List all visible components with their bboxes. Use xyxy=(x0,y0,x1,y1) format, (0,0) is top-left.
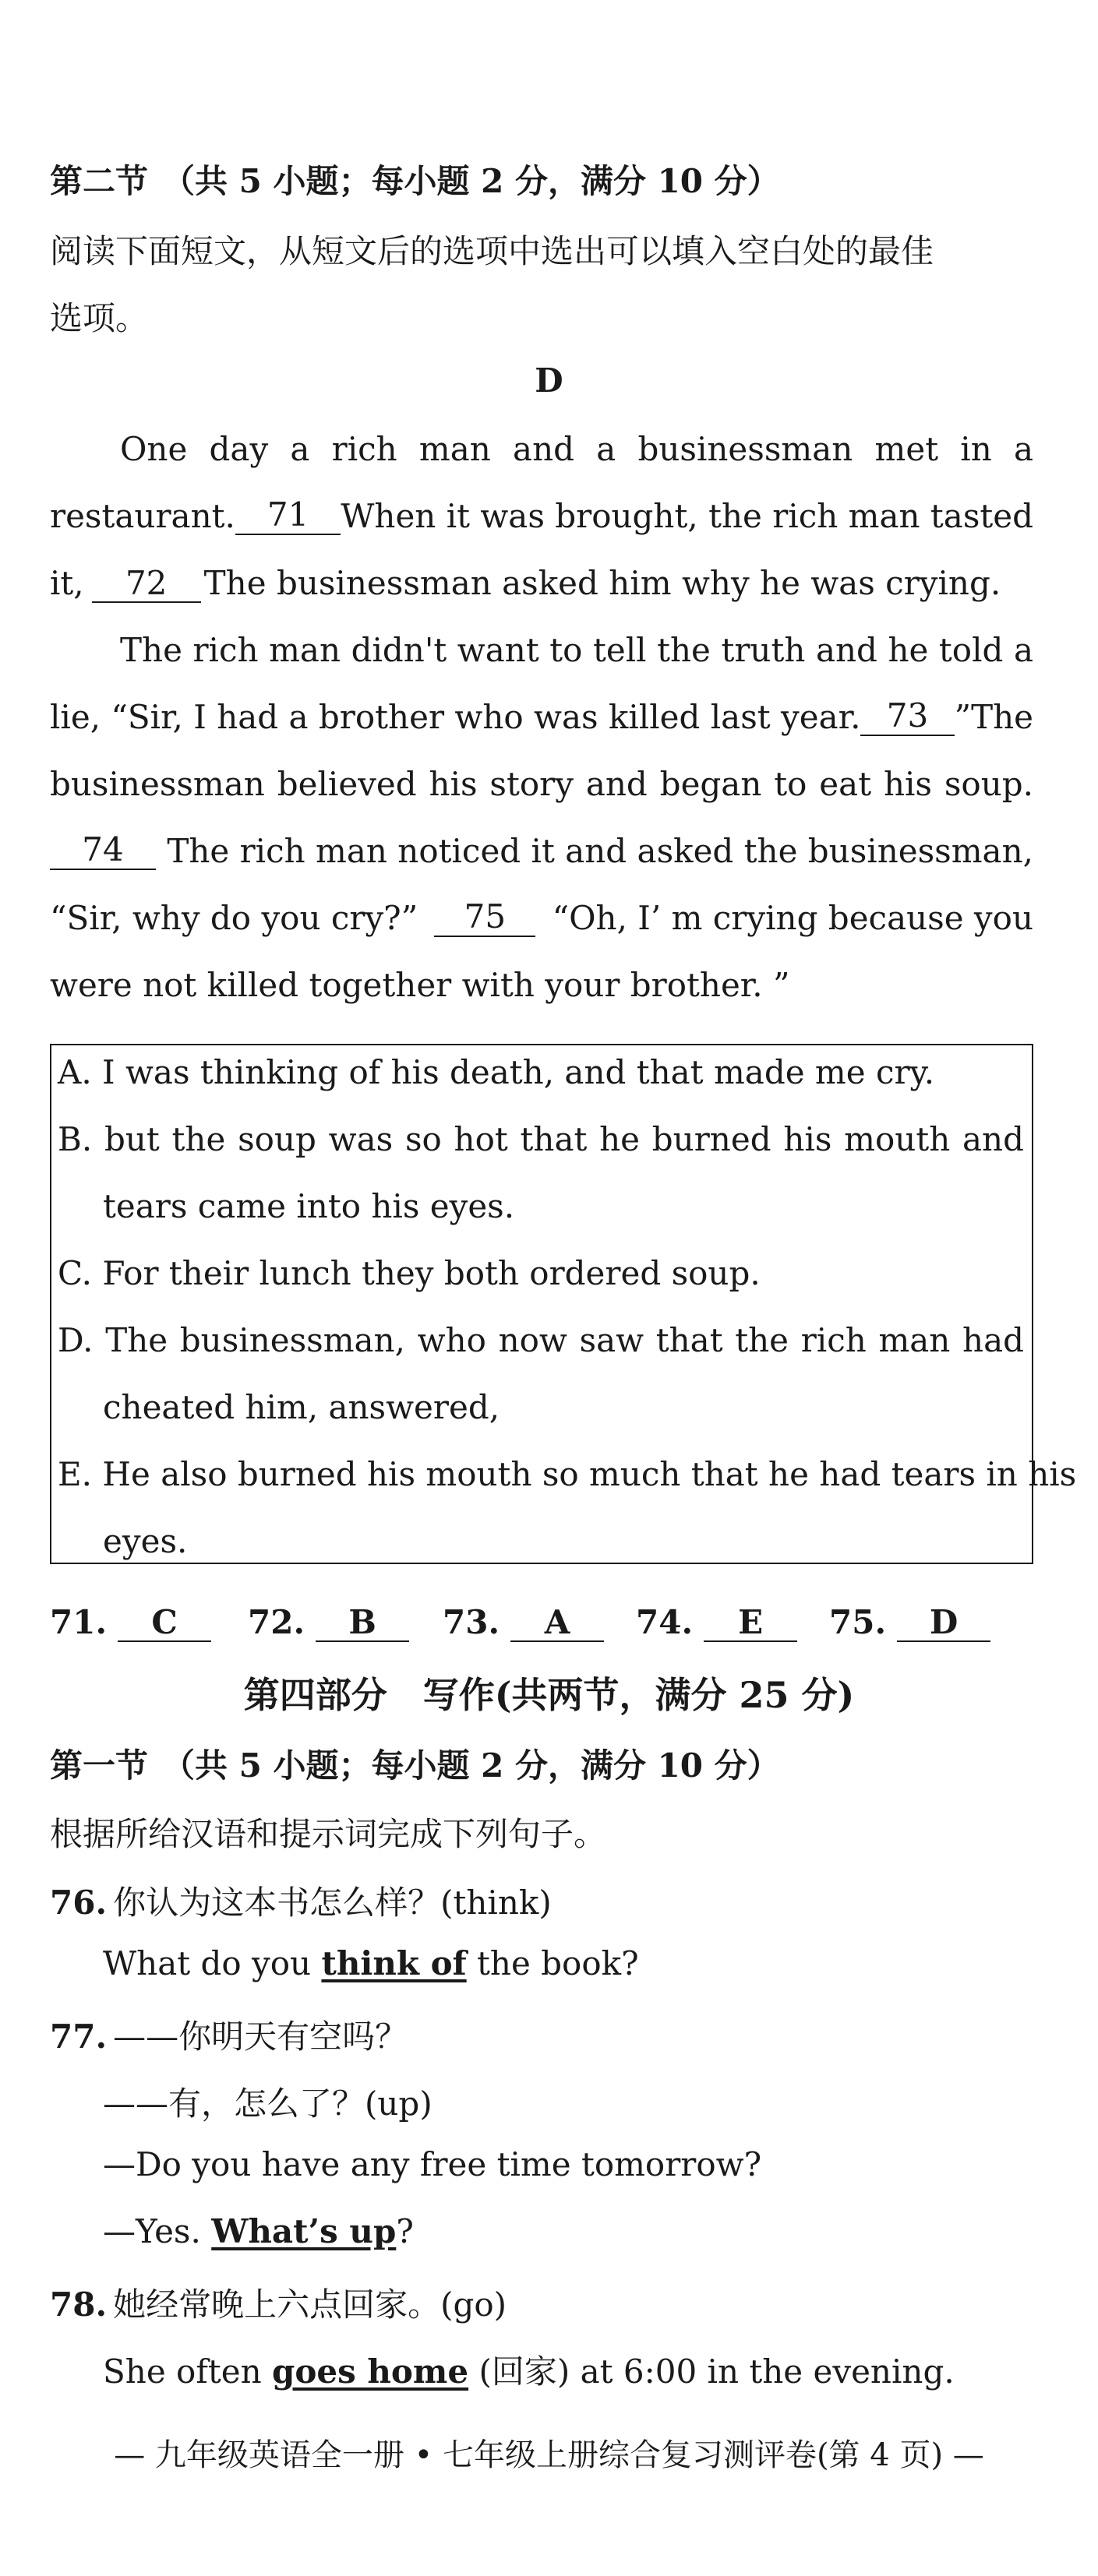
passage-text: The rich man noticed it and asked the businessman, xyxy=(167,832,1033,870)
answer-72 xyxy=(248,1603,409,1642)
sentence-text: What do you xyxy=(103,1944,312,1982)
passage-text: restaurant. xyxy=(50,497,235,535)
answer-num: 74. xyxy=(636,1603,694,1641)
passage-line: were not killed together with your brother. ” xyxy=(50,966,790,1004)
answer-value: E xyxy=(704,1605,797,1642)
answer-num: 72. xyxy=(248,1603,305,1641)
passage-line xyxy=(50,832,1033,870)
blank-72: 72 xyxy=(92,566,201,603)
question-chinese: ——你明天有空吗？ xyxy=(113,2017,408,2056)
option-d-cont: cheated him, answered, xyxy=(103,1388,500,1426)
option-e-cont: eyes. xyxy=(103,1522,188,1560)
question-77 xyxy=(50,2011,408,2058)
passage-line: One day a rich man and a businessman met in a xyxy=(120,430,1033,468)
passage-label: D xyxy=(535,361,563,400)
section2-instruction-line2: 选项。 xyxy=(50,299,149,337)
filled-answer: What’s up xyxy=(211,2212,397,2250)
question-number: 76. xyxy=(50,1884,108,1922)
page-footer: — 九年级英语全一册 • 七年级上册综合复习测评卷(第 4 页) — xyxy=(114,2437,984,2473)
passage-line: businessman believed his story and began to eat his soup. xyxy=(50,765,1033,803)
answer-74 xyxy=(636,1603,797,1642)
question-chinese: ——有，怎么了？(up) xyxy=(103,2084,432,2123)
blank-74: 74 xyxy=(50,832,156,870)
question-chinese: 你认为这本书怎么样？(think) xyxy=(113,1884,552,1922)
sentence-text: ? xyxy=(396,2212,414,2250)
passage-text: lie, “Sir, I had a brother who was killed last year. xyxy=(50,698,861,736)
blank-75: 75 xyxy=(434,899,535,937)
sentence-text: —Do you have any free time tomorrow? xyxy=(103,2145,762,2183)
passage-line xyxy=(50,899,1033,937)
passage-text: “Oh, I’ m crying because you xyxy=(552,899,1033,937)
answer-73 xyxy=(443,1603,604,1642)
passage-line xyxy=(50,497,1033,535)
section1-instruction: 根据所给汉语和提示词完成下列句子。 xyxy=(50,1815,607,1853)
question-chinese: 她经常晚上六点回家。(go) xyxy=(113,2285,507,2324)
option-c: C. For their lunch they both ordered soup. xyxy=(58,1254,761,1292)
answer-num: 73. xyxy=(443,1603,500,1641)
passage-text: “Sir, why do you cry?” xyxy=(50,899,418,937)
option-e: E. He also burned his mouth so much that he had tears in his xyxy=(58,1455,1077,1493)
passage-line: The rich man didn't want to tell the truth and he told a xyxy=(120,631,1033,669)
question-number: 78. xyxy=(50,2285,108,2324)
sentence-text: —Yes. xyxy=(103,2212,201,2250)
section2-heading xyxy=(50,156,780,203)
passage-text: ”The xyxy=(954,698,1033,736)
filled-answer: think of xyxy=(321,1944,467,1982)
question-number: 77. xyxy=(50,2017,108,2056)
answer-num: 75. xyxy=(829,1603,887,1641)
section2-title: 第二节 xyxy=(50,162,149,200)
section1-title: 第一节 xyxy=(50,1746,149,1785)
section2-instruction-line1: 阅读下面短文，从短文后的选项中选出可以填入空白处的最佳 xyxy=(50,232,934,270)
answer-75 xyxy=(829,1603,990,1642)
sentence-text: the book? xyxy=(477,1944,639,1982)
sentence-text: (回家) at 6:00 in the evening. xyxy=(478,2352,955,2391)
answer-value: B xyxy=(316,1605,409,1642)
passage-text: it, xyxy=(50,564,84,602)
question-77-answer xyxy=(103,2212,414,2250)
sentence-text: She often xyxy=(103,2352,262,2391)
filled-answer: goes home xyxy=(272,2352,469,2391)
question-78 xyxy=(50,2279,507,2326)
option-b: B. but the soup was so hot that he burned his mouth and xyxy=(58,1120,1024,1158)
question-76-answer xyxy=(103,1944,639,1982)
blank-71: 71 xyxy=(235,497,341,535)
answer-num: 71. xyxy=(50,1603,108,1641)
question-78-answer xyxy=(103,2346,955,2393)
answer-value: C xyxy=(118,1605,211,1642)
part4-title: 第四部分 写作(共两节，满分 25 分) xyxy=(243,1674,855,1716)
answer-value: A xyxy=(510,1605,604,1642)
option-b-cont: tears came into his eyes. xyxy=(103,1187,515,1225)
section1-heading xyxy=(50,1740,780,1787)
question-76 xyxy=(50,1877,552,1924)
answer-value: D xyxy=(897,1605,990,1642)
section1-info: （共 5 小题；每小题 2 分，满分 10 分） xyxy=(162,1746,780,1785)
option-a: A. I was thinking of his death, and that made me cry. xyxy=(58,1053,935,1091)
option-d: D. The businessman, who now saw that the rich man had xyxy=(58,1321,1024,1359)
passage-line xyxy=(50,564,1001,603)
passage-text: The businessman asked him why he was crying. xyxy=(203,564,1001,602)
blank-73: 73 xyxy=(860,698,954,736)
passage-line xyxy=(50,698,1033,736)
answer-71 xyxy=(50,1603,211,1642)
passage-text: When it was brought, the rich man tasted xyxy=(341,497,1033,535)
section2-info: （共 5 小题；每小题 2 分，满分 10 分） xyxy=(162,162,780,200)
